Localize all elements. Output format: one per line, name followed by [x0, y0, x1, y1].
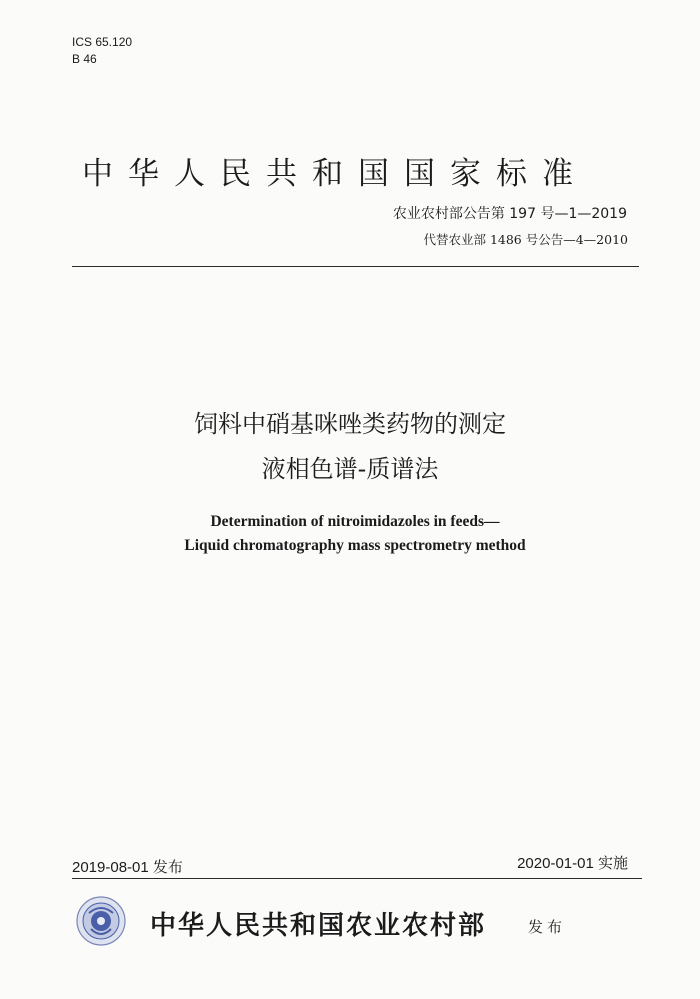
- chinese-title-line-1: 饲料中硝基咪唑类药物的测定: [194, 410, 506, 438]
- chinese-title-line-2: 液相色谱-质谱法: [261, 455, 439, 483]
- implementation-date: 2020-01-01 实施: [517, 855, 628, 872]
- publish-date: 2019-08-01 发布: [72, 859, 183, 876]
- replaces-note: 代替农业部 1486 号公告—4—2010: [423, 232, 628, 247]
- standard-category-title: 中华人民共和国国家标准: [82, 156, 588, 192]
- issuing-authority: 中华人民共和国农业农村部: [150, 911, 487, 941]
- ics-code: ICS 65.120: [72, 35, 133, 49]
- english-title-line-1: Determination of nitroimidazoles in feeds—: [210, 513, 500, 530]
- standard-number: 农业农村部公告第 197 号—1—2019: [392, 206, 627, 222]
- issue-label: 发布: [528, 918, 567, 936]
- national-emblem-icon: [75, 895, 127, 947]
- top-divider: [72, 266, 639, 267]
- bottom-divider: [72, 878, 642, 879]
- english-title-line-2: Liquid chromatography mass spectrometry method: [184, 537, 526, 554]
- classification-codes: [72, 34, 132, 68]
- ccs-code: B 46: [72, 52, 97, 66]
